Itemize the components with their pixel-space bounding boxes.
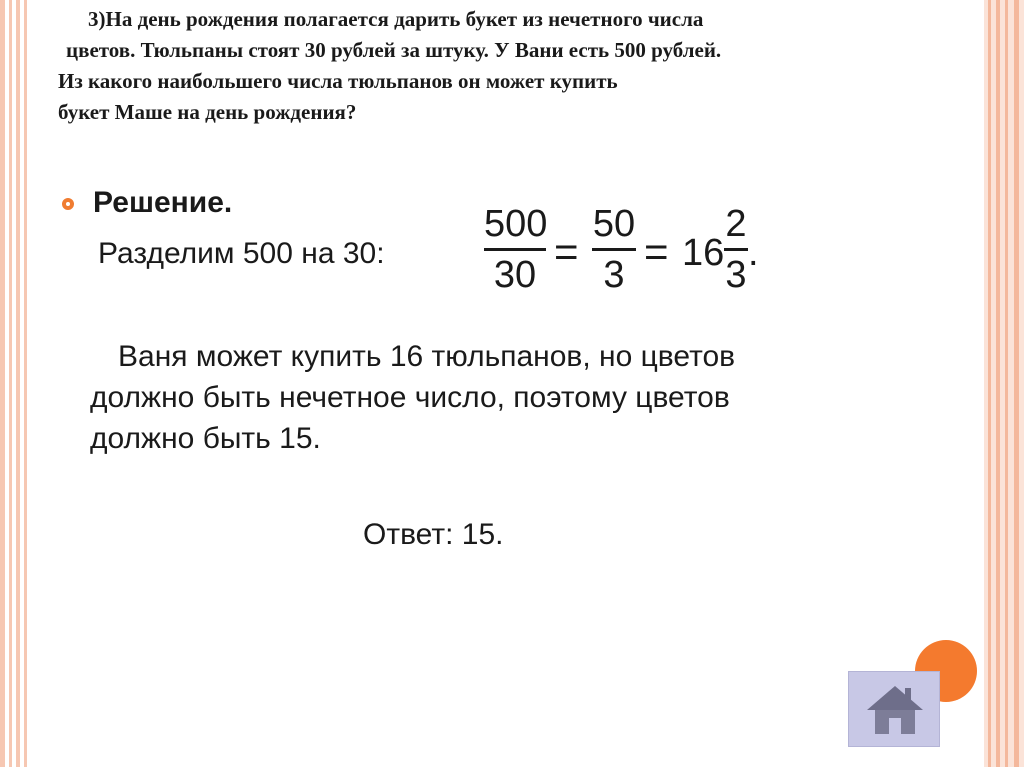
fraction-bar xyxy=(592,248,636,251)
fraction-denominator: 3 xyxy=(725,254,747,296)
answer-text: Ответ: 15. xyxy=(363,518,504,551)
left-stripe xyxy=(0,0,5,767)
conclusion-text xyxy=(90,336,890,459)
task-line: букет Маше на день рождения? xyxy=(58,100,357,124)
equals-sign: = xyxy=(554,228,579,275)
right-stripe xyxy=(996,0,1000,767)
fraction-2-3 xyxy=(724,204,748,295)
formula-period: . xyxy=(748,232,759,274)
task-statement xyxy=(58,4,898,128)
task-line: 3)На день рождения полагается дарить букет из нечетного числа xyxy=(88,7,704,31)
mixed-number-whole: 16 xyxy=(682,232,725,274)
left-stripe xyxy=(9,0,12,767)
right-stripe xyxy=(1014,0,1019,767)
task-line: цветов. Тюльпаны стоят 30 рублей за штуку. У Вани есть 500 рублей. xyxy=(66,38,722,62)
fraction-bar xyxy=(484,248,546,251)
fraction-numerator: 50 xyxy=(592,203,636,245)
left-stripe xyxy=(24,0,27,767)
bullet-icon xyxy=(62,198,74,210)
equals-sign: = xyxy=(644,228,669,275)
conclusion-line: Ваня может купить 16 тюльпанов, но цветов xyxy=(118,340,736,373)
fraction-bar xyxy=(724,248,748,251)
home-icon xyxy=(865,682,925,738)
fraction-50-3 xyxy=(592,204,636,295)
left-border-decoration xyxy=(0,0,38,767)
home-button[interactable] xyxy=(848,671,940,747)
left-stripe xyxy=(16,0,20,767)
solution-heading: Решение. xyxy=(93,186,233,219)
fraction-numerator: 500 xyxy=(484,203,548,245)
right-stripe xyxy=(988,0,991,767)
fraction-numerator: 2 xyxy=(725,203,747,245)
conclusion-line: должно быть нечетное число, поэтому цветов xyxy=(90,381,730,414)
conclusion-line: должно быть 15. xyxy=(90,422,321,455)
right-border-decoration xyxy=(984,0,1024,767)
right-stripe xyxy=(1005,0,1008,767)
fraction-denominator: 3 xyxy=(603,254,625,296)
divide-text: Разделим 500 на 30: xyxy=(98,237,385,270)
task-line: Из какого наибольшего числа тюльпанов он может купить xyxy=(58,69,618,93)
fraction-500-30 xyxy=(484,204,546,295)
fraction-denominator: 30 xyxy=(493,254,537,296)
division-formula xyxy=(484,204,764,304)
